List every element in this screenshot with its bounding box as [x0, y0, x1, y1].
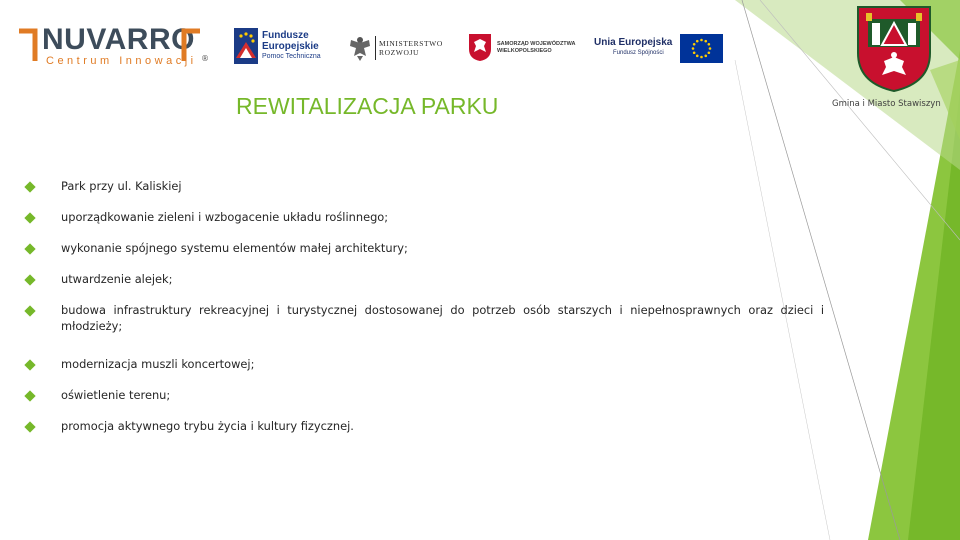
eu-star	[704, 55, 707, 58]
bullet-text: budowa infrastruktury rekreacyjnej i turystycznej dostosowanej do potrzeb osób starszych i niepełnosprawnych oraz dzieci i młodzieży;	[61, 303, 824, 333]
ministerstwo-rozwoju-logo	[348, 34, 444, 64]
slide-title: REWITALIZACJA PARKU	[236, 93, 499, 119]
diamond-bullet-icon	[24, 274, 35, 285]
bullet-text: wykonanie spójnego systemu elementów małej architektury;	[61, 241, 408, 255]
wielkopolska-logo	[468, 33, 576, 63]
bullet-text: uporządkowanie zieleni i wzbogacenie układu roślinnego;	[61, 210, 389, 224]
nuvarro-bracket-icon	[18, 28, 38, 62]
bullet-text: oświetlenie terenu;	[61, 387, 171, 402]
diamond-bullet-icon	[24, 212, 35, 223]
ministerstwo-divider	[375, 36, 376, 60]
wielkopolska-eagle-shield-icon	[468, 33, 492, 62]
eu-star	[704, 40, 707, 43]
nuvarro-name: NUVARRO	[42, 23, 195, 56]
bullet-text: Park przy ul. Kaliskiej	[61, 179, 182, 193]
diamond-bullet-icon	[24, 421, 35, 432]
eu-star	[692, 47, 695, 50]
eu-star	[700, 56, 703, 59]
nuvarro-subtitle: Centrum Innowacji	[46, 55, 197, 67]
white-eagle-icon	[348, 34, 372, 62]
eu-star	[708, 43, 711, 46]
registered-mark: ®	[201, 54, 209, 63]
eu-star	[696, 40, 699, 43]
bullet-text: modernizacja muszli koncertowej;	[61, 356, 255, 371]
eu-star	[696, 55, 699, 58]
diamond-bullet-icon	[24, 181, 35, 192]
eu-star	[693, 43, 696, 46]
unia-title: Unia Europejska	[594, 37, 673, 48]
diamond-bullet-icon	[24, 390, 35, 401]
bullet-item	[24, 241, 824, 257]
diamond-bullet-icon	[24, 359, 35, 370]
eu-star	[709, 47, 712, 50]
unia-subtitle: Fundusz Spójności	[613, 50, 664, 56]
bullet-text: utwardzenie alejek;	[61, 272, 173, 286]
bullet-text: promocja aktywnego trybu życia i kultury fizycznej.	[61, 418, 354, 433]
wielkopolska-text: SAMORZĄD WOJEWÓDZTWA WIELKOPOLSKIEGO	[497, 41, 576, 54]
ministerstwo-text: MINISTERSTWO ROZWOJU	[379, 39, 443, 57]
unia-europejska-logo	[594, 34, 726, 64]
diamond-bullet-icon	[24, 243, 35, 254]
fundusze-europejskie-logo	[234, 28, 326, 64]
bullet-item	[24, 388, 824, 404]
eu-star	[700, 39, 703, 42]
bullet-item	[24, 419, 824, 435]
stawiszyn-coat-of-arms-icon	[856, 5, 932, 93]
diamond-bullet-icon	[24, 305, 35, 316]
bullet-list	[24, 179, 824, 434]
fundusze-stars-icon	[234, 28, 258, 64]
gmina-label: Gmina i Miasto Stawiszyn	[832, 99, 941, 109]
fundusze-text: Fundusze Europejskie Pomoc Techniczna	[262, 30, 321, 60]
eu-star	[693, 51, 696, 54]
bullet-item	[24, 303, 824, 334]
bullet-item	[24, 272, 824, 288]
nuvarro-logo	[18, 23, 210, 67]
bullet-item	[24, 210, 824, 226]
eu-flag-icon	[680, 34, 723, 63]
eu-star	[708, 51, 711, 54]
bullet-item	[24, 179, 824, 195]
bullet-item	[24, 357, 824, 373]
